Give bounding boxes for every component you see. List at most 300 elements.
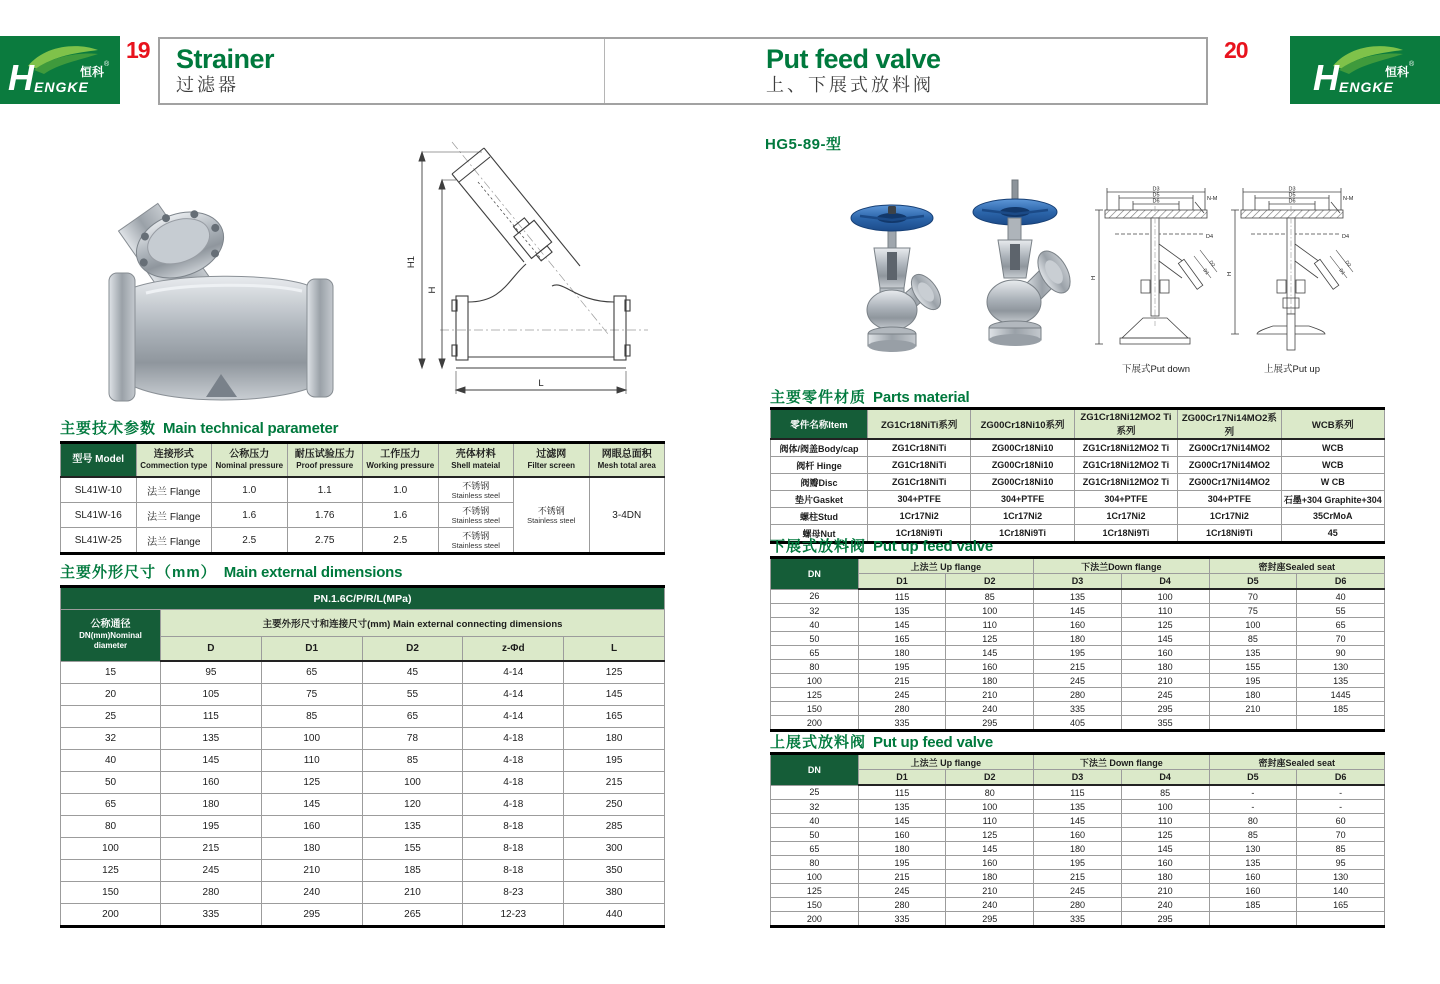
table-cell: 245 (161, 860, 262, 882)
table-cell: 130 (1297, 870, 1385, 884)
table-cell: 160 (261, 816, 362, 838)
table-row (771, 842, 1385, 856)
table-cell: 180 (1121, 870, 1209, 884)
table-cell: ZG00Cr18Ni10 (971, 457, 1074, 474)
table-cell: 80 (946, 785, 1034, 800)
table-cell: 15 (61, 661, 161, 684)
table-cell: 145 (858, 814, 946, 828)
table-cell: 85 (362, 750, 463, 772)
brand-reg-mark: ® (104, 61, 110, 68)
column-header-connection: 连接形式 Commection type (136, 443, 212, 478)
table-cell: WCB (1281, 439, 1384, 457)
table-cell: 180 (1034, 842, 1122, 856)
section-title-zh: 主要外形尺寸（mm） (60, 564, 217, 581)
drawing-caption-put-up: 上展式Put up (1264, 364, 1320, 375)
table-cell: 180 (564, 728, 665, 750)
strainer-photo (106, 183, 338, 449)
table-cell: 1Cr17Ni2 (1178, 508, 1281, 525)
strainer-cross-section-drawing (356, 140, 668, 412)
table-cell: 125 (261, 772, 362, 794)
dim-label-nm: N-M (1207, 196, 1218, 202)
table-cell: 80 (771, 856, 859, 870)
table-cell: 240 (946, 898, 1034, 912)
column-header: D6 (1297, 770, 1385, 786)
table-cell: 130 (1209, 842, 1297, 856)
table-cell: 160 (1034, 828, 1122, 842)
table-cell: 405 (1034, 716, 1122, 731)
column-header-series: ZG1Cr18NiTi系列 (868, 409, 971, 440)
table-cell: 180 (161, 794, 262, 816)
table-cell: 180 (946, 870, 1034, 884)
table-cell: 石墨+304 Graphite+304 (1281, 491, 1384, 508)
table-cell: 螺母Nut (771, 525, 868, 543)
table-cell: 145 (1034, 604, 1122, 618)
table-cell: 285 (564, 816, 665, 838)
table-row (771, 898, 1385, 912)
column-header-series: ZG00Cr17Ni14MO2系列 (1178, 409, 1281, 440)
table-row (61, 772, 665, 794)
column-header-dn: DN (771, 558, 859, 590)
down-feed-valve-table (770, 556, 1385, 732)
table-cell: 160 (946, 856, 1034, 870)
table-row (771, 491, 1385, 508)
dim-label-h: H (1227, 271, 1233, 277)
table-cell: 80 (1209, 814, 1297, 828)
table-cell: ZG00Cr17Ni14MO2 (1178, 457, 1281, 474)
table-row (61, 684, 665, 706)
table-cell: 145 (946, 646, 1034, 660)
table-cell: 140 (1297, 884, 1385, 898)
table-cell: 50 (61, 772, 161, 794)
table-row (771, 688, 1385, 702)
dim-label-d3: D3 (1288, 186, 1296, 193)
table-row (771, 632, 1385, 646)
table-cell: 245 (858, 688, 946, 702)
table-cell: 185 (1297, 702, 1385, 716)
table-cell: 125 (771, 688, 859, 702)
base-flange-bottom (868, 340, 916, 352)
table-row (771, 884, 1385, 898)
title-box-divider (604, 39, 605, 103)
table-cell: 215 (1034, 870, 1122, 884)
table-cell: 1445 (1297, 688, 1385, 702)
table-cell: 160 (1121, 856, 1209, 870)
table-cell: - (1209, 800, 1297, 814)
dim-label-d1: D1 (1201, 267, 1211, 277)
stem-nut (888, 206, 896, 214)
table-cell: 8-23 (463, 882, 564, 904)
table-cell: 1.6 (363, 503, 439, 528)
table-cell: 304+PTFE (1178, 491, 1281, 508)
dim-label-d4: D4 (1342, 234, 1350, 240)
column-header: D1 (858, 770, 946, 786)
table-row (771, 674, 1385, 688)
table-cell: ZG1Cr18NiTi (868, 439, 971, 457)
table-row (61, 728, 665, 750)
page-subtitle-right: 上、下展式放料阀 (766, 75, 934, 95)
table-cell: 125 (564, 661, 665, 684)
table-cell: 125 (61, 860, 161, 882)
table-cell: 115 (858, 589, 946, 604)
table-cell: 295 (261, 904, 362, 927)
table-cell: 240 (1121, 898, 1209, 912)
table-cell: 120 (362, 794, 463, 816)
table-cell: 135 (858, 604, 946, 618)
table-cell: 100 (1121, 589, 1209, 604)
table-cell: 135 (362, 816, 463, 838)
group-header-dimensions: 主要外形尺寸和连接尺寸(mm) Main external connecting dimensions (161, 610, 665, 637)
brand-zh-text: 恒科 (1385, 65, 1410, 79)
table-cell (1209, 912, 1297, 927)
table-row (771, 856, 1385, 870)
table-cell: 115 (858, 785, 946, 800)
table-row (61, 661, 665, 684)
page-number-left: 19 (126, 37, 150, 63)
column-header: D3 (1034, 770, 1122, 786)
table-cell: 40 (771, 618, 859, 632)
table-cell: 210 (946, 688, 1034, 702)
table-row (771, 828, 1385, 842)
table-cell: 135 (858, 800, 946, 814)
table-cell: 210 (362, 882, 463, 904)
section-title-zh: 下展式放料阀 (770, 538, 867, 555)
group-header-sealed-seat: 密封座Sealed seat (1209, 558, 1384, 574)
valve-drawing-put-up-block (1226, 186, 1358, 375)
column-header-filter: 过滤网 Filter screen (514, 443, 590, 478)
table-cell: ZG1Cr18Ni12MO2 Ti (1074, 457, 1177, 474)
table-cell: 4-18 (463, 728, 564, 750)
table-cell: 85 (1209, 632, 1297, 646)
table-cell: 80 (771, 660, 859, 674)
parts-material-table (770, 407, 1385, 544)
table-cell: 90 (1297, 646, 1385, 660)
column-header-model: 型号 Model (61, 443, 137, 478)
table-cell: 240 (261, 882, 362, 904)
table-cell: 32 (771, 604, 859, 618)
table-cell: 215 (564, 772, 665, 794)
table-cell: 335 (858, 912, 946, 927)
title-box (158, 37, 1208, 105)
table-row (771, 474, 1385, 491)
left-flange (109, 273, 135, 401)
table-cell: - (1297, 785, 1385, 800)
table-cell: 12-23 (463, 904, 564, 927)
table-cell: 125 (1121, 618, 1209, 632)
table-cell: 85 (1121, 785, 1209, 800)
table-cell: 195 (1209, 674, 1297, 688)
table-cell: 70 (1297, 828, 1385, 842)
table-cell: 1Cr18Ni9Ti (1178, 525, 1281, 543)
table-cell: 295 (946, 912, 1034, 927)
table-cell: 65 (1297, 618, 1385, 632)
column-header-series: WCB系列 (1281, 409, 1384, 440)
table-cell: 245 (1034, 674, 1122, 688)
table-row (61, 706, 665, 728)
table-cell: 4-18 (463, 794, 564, 816)
table-cell: 阀体/阀盖Body/cap (771, 439, 868, 457)
table-cell: ZG1Cr18Ni12MO2 Ti (1074, 474, 1177, 491)
header-row (771, 770, 1385, 786)
table-cell: 160 (1209, 884, 1297, 898)
table-cell: 135 (1034, 800, 1122, 814)
table-cell: W CB (1281, 474, 1384, 491)
column-header: D2 (946, 770, 1034, 786)
table-cell: 440 (564, 904, 665, 927)
table-cell: 4-18 (463, 772, 564, 794)
dim-label-d1: D1 (1337, 267, 1347, 277)
table-cell: 135 (1034, 589, 1122, 604)
table-row (771, 870, 1385, 884)
table-cell: 55 (362, 684, 463, 706)
table-cell: 阀杆 Hinge (771, 457, 868, 474)
table-cell: 180 (946, 674, 1034, 688)
column-header-dn: 公称通径 DN(mm)Nominal diameter (61, 610, 161, 662)
table-cell: 110 (946, 618, 1034, 632)
dim-label-h: H (1091, 275, 1097, 281)
column-header: D4 (1121, 770, 1209, 786)
group-header-up-flange: 上法兰 Up flange (858, 558, 1033, 574)
column-header: L (564, 637, 665, 662)
table-cell: 125 (946, 632, 1034, 646)
table-cell: 355 (1121, 716, 1209, 731)
dim-label-d2: D2 (1207, 259, 1217, 269)
dim-label-l: L (538, 378, 544, 389)
table-cell: 265 (362, 904, 463, 927)
valve-body (867, 290, 917, 330)
table-cell: 130 (1297, 660, 1385, 674)
table-row (771, 716, 1385, 731)
table-cell: 1.1 (287, 477, 363, 503)
dim-label-nm: N-M (1343, 196, 1354, 202)
table-cell: 195 (858, 660, 946, 674)
valve-drawing-put-down-block (1090, 186, 1222, 375)
section-title-zh: 主要零件材质 (770, 389, 867, 406)
table-cell: 160 (1209, 870, 1297, 884)
table-cell: 1.76 (287, 503, 363, 528)
table-row (771, 702, 1385, 716)
brand-logo-right (1290, 36, 1440, 104)
table-row (61, 794, 665, 816)
column-header: D (161, 637, 262, 662)
valve-photo-front (836, 192, 948, 354)
table-cell: 60 (1297, 814, 1385, 828)
table-cell: 185 (1209, 898, 1297, 912)
table-cell: 195 (1034, 856, 1122, 870)
table-cell: 245 (1121, 688, 1209, 702)
table-cell: 45 (1281, 525, 1384, 543)
table-cell: 26 (771, 589, 859, 604)
table-cell-mesh-area: 3-4DN (589, 477, 665, 554)
table-cell: 155 (362, 838, 463, 860)
table-cell: 45 (362, 661, 463, 684)
hengke-logo (0, 36, 120, 104)
table-cell: 135 (1209, 646, 1297, 660)
table-cell: 85 (261, 706, 362, 728)
table-row (771, 800, 1385, 814)
table-cell: 100 (771, 870, 859, 884)
table-cell: 110 (1121, 814, 1209, 828)
section-title-en: Parts material (873, 389, 970, 406)
bonnet (1008, 218, 1021, 240)
table-cell: 2.5 (212, 528, 288, 554)
table-row (771, 618, 1385, 632)
table-cell: 2.5 (363, 528, 439, 554)
table-cell: 195 (564, 750, 665, 772)
brand-logo-left (0, 36, 120, 104)
dim-label-d6: D6 (1152, 198, 1160, 205)
table-cell: 180 (1034, 632, 1122, 646)
section-title-parts (770, 386, 969, 407)
table-cell: 210 (1121, 674, 1209, 688)
table-cell: 不锈钢 Stainless steel (438, 503, 514, 528)
table-row (771, 508, 1385, 525)
table-cell: 295 (1121, 912, 1209, 927)
table-row (771, 439, 1385, 457)
table-cell: 40 (1297, 589, 1385, 604)
table-cell: 1Cr17Ni2 (971, 508, 1074, 525)
table-cell: SL41W-10 (61, 477, 137, 503)
table-cell: 200 (771, 912, 859, 927)
drawing-caption-put-down: 下展式Put down (1121, 364, 1191, 375)
table-cell: 145 (946, 842, 1034, 856)
table-cell: 350 (564, 860, 665, 882)
table-row (61, 882, 665, 904)
table-cell: 180 (261, 838, 362, 860)
table-cell: 304+PTFE (1074, 491, 1177, 508)
table-cell: 215 (858, 674, 946, 688)
table-cell: 不锈钢 Stainless steel (438, 528, 514, 554)
table-cell: 25 (61, 706, 161, 728)
table-cell: 110 (1121, 604, 1209, 618)
table-cell: 100 (771, 674, 859, 688)
table-cell: 200 (61, 904, 161, 927)
table-cell: 145 (564, 684, 665, 706)
table-cell: 135 (1297, 674, 1385, 688)
header-row (771, 558, 1385, 574)
table-row (61, 904, 665, 927)
valve-body (987, 280, 1041, 324)
table-cell: 245 (1034, 884, 1122, 898)
group-header-down-flange: 下法兰Down flange (1034, 558, 1209, 574)
table-cell: 335 (161, 904, 262, 927)
table-cell: 70 (1297, 632, 1385, 646)
table-cell: 180 (1209, 688, 1297, 702)
table-row (771, 814, 1385, 828)
column-header-proof: 耐压试验压力 Proof pressure (287, 443, 363, 478)
table-cell: 1Cr18Ni9Ti (868, 525, 971, 543)
table-cell: 100 (362, 772, 463, 794)
table-cell (1297, 912, 1385, 927)
table-cell: 180 (858, 842, 946, 856)
table-cell: 145 (858, 618, 946, 632)
section-title-dims (60, 561, 402, 582)
table-cell: 阀瓣Disc (771, 474, 868, 491)
table-row (771, 457, 1385, 474)
table-cell: 1Cr17Ni2 (1074, 508, 1177, 525)
table-cell: 4-14 (463, 661, 564, 684)
table-cell: 145 (261, 794, 362, 816)
table-cell: 法兰 Flange (136, 477, 212, 503)
table-cell: 法兰 Flange (136, 503, 212, 528)
column-header-mesh: 网眼总面积 Mesh total area (589, 443, 665, 478)
table-cell: 145 (1121, 842, 1209, 856)
table-cell: 4-14 (463, 684, 564, 706)
column-header: D4 (1121, 574, 1209, 590)
table-cell (1297, 716, 1385, 731)
yoke-slot (887, 252, 897, 280)
table-cell: 75 (1209, 604, 1297, 618)
column-header: D2 (946, 574, 1034, 590)
table-cell: 304+PTFE (868, 491, 971, 508)
table-cell: 150 (61, 882, 161, 904)
strainer-cap (126, 198, 233, 290)
table-cell: 70 (1209, 589, 1297, 604)
brand-en-text: ENGKE (1339, 79, 1394, 95)
table-cell: 25 (771, 785, 859, 800)
table-cell: 280 (858, 898, 946, 912)
table-cell: ZG1Cr18NiTi (868, 474, 971, 491)
table-cell: 1Cr18Ni9Ti (971, 525, 1074, 543)
table-cell: 78 (362, 728, 463, 750)
column-header: D2 (362, 637, 463, 662)
table-cell: 210 (946, 884, 1034, 898)
table-cell: SL41W-16 (61, 503, 137, 528)
table-cell: 380 (564, 882, 665, 904)
table-cell: ZG1Cr18NiTi (868, 457, 971, 474)
table-cell: 250 (564, 794, 665, 816)
table-cell: 115 (161, 706, 262, 728)
table-cell: ZG00Cr17Ni14MO2 (1178, 439, 1281, 457)
table-cell: 210 (1121, 884, 1209, 898)
table-cell: 8-18 (463, 816, 564, 838)
table-cell: 295 (946, 716, 1034, 731)
table-cell: 280 (858, 702, 946, 716)
model-code: HG5-89-型 (765, 136, 842, 153)
table-cell: WCB (1281, 457, 1384, 474)
table-row (61, 838, 665, 860)
table-cell: 1Cr17Ni2 (868, 508, 971, 525)
section-title-en: Put up feed valve (873, 734, 993, 751)
table-cell: 100 (946, 800, 1034, 814)
table-cell: 40 (61, 750, 161, 772)
table-cell: 335 (1034, 702, 1122, 716)
table-cell: 165 (1297, 898, 1385, 912)
section-title-down-table (770, 535, 993, 556)
dim-label-h: H (427, 286, 438, 294)
table-cell: 125 (1121, 828, 1209, 842)
table-cell: 210 (1209, 702, 1297, 716)
header-row (771, 574, 1385, 590)
dim-label-d4: D4 (1206, 234, 1214, 240)
table-cell: 50 (771, 828, 859, 842)
table-cell: - (1209, 785, 1297, 800)
table-cell: 160 (858, 828, 946, 842)
valve-photo-angle (950, 178, 1082, 350)
table-cell: 335 (1034, 912, 1122, 927)
column-header: D5 (1209, 574, 1297, 590)
table-cell: 195 (858, 856, 946, 870)
column-header: D1 (858, 574, 946, 590)
table-cell: 280 (161, 882, 262, 904)
table-cell: 195 (161, 816, 262, 838)
table-cell: 4-18 (463, 750, 564, 772)
table-cell: 145 (1034, 814, 1122, 828)
brand-en-text: ENGKE (34, 79, 89, 95)
table-row (771, 646, 1385, 660)
column-header: D5 (1209, 770, 1297, 786)
table-cell: 40 (771, 814, 859, 828)
table-cell: 180 (858, 646, 946, 660)
